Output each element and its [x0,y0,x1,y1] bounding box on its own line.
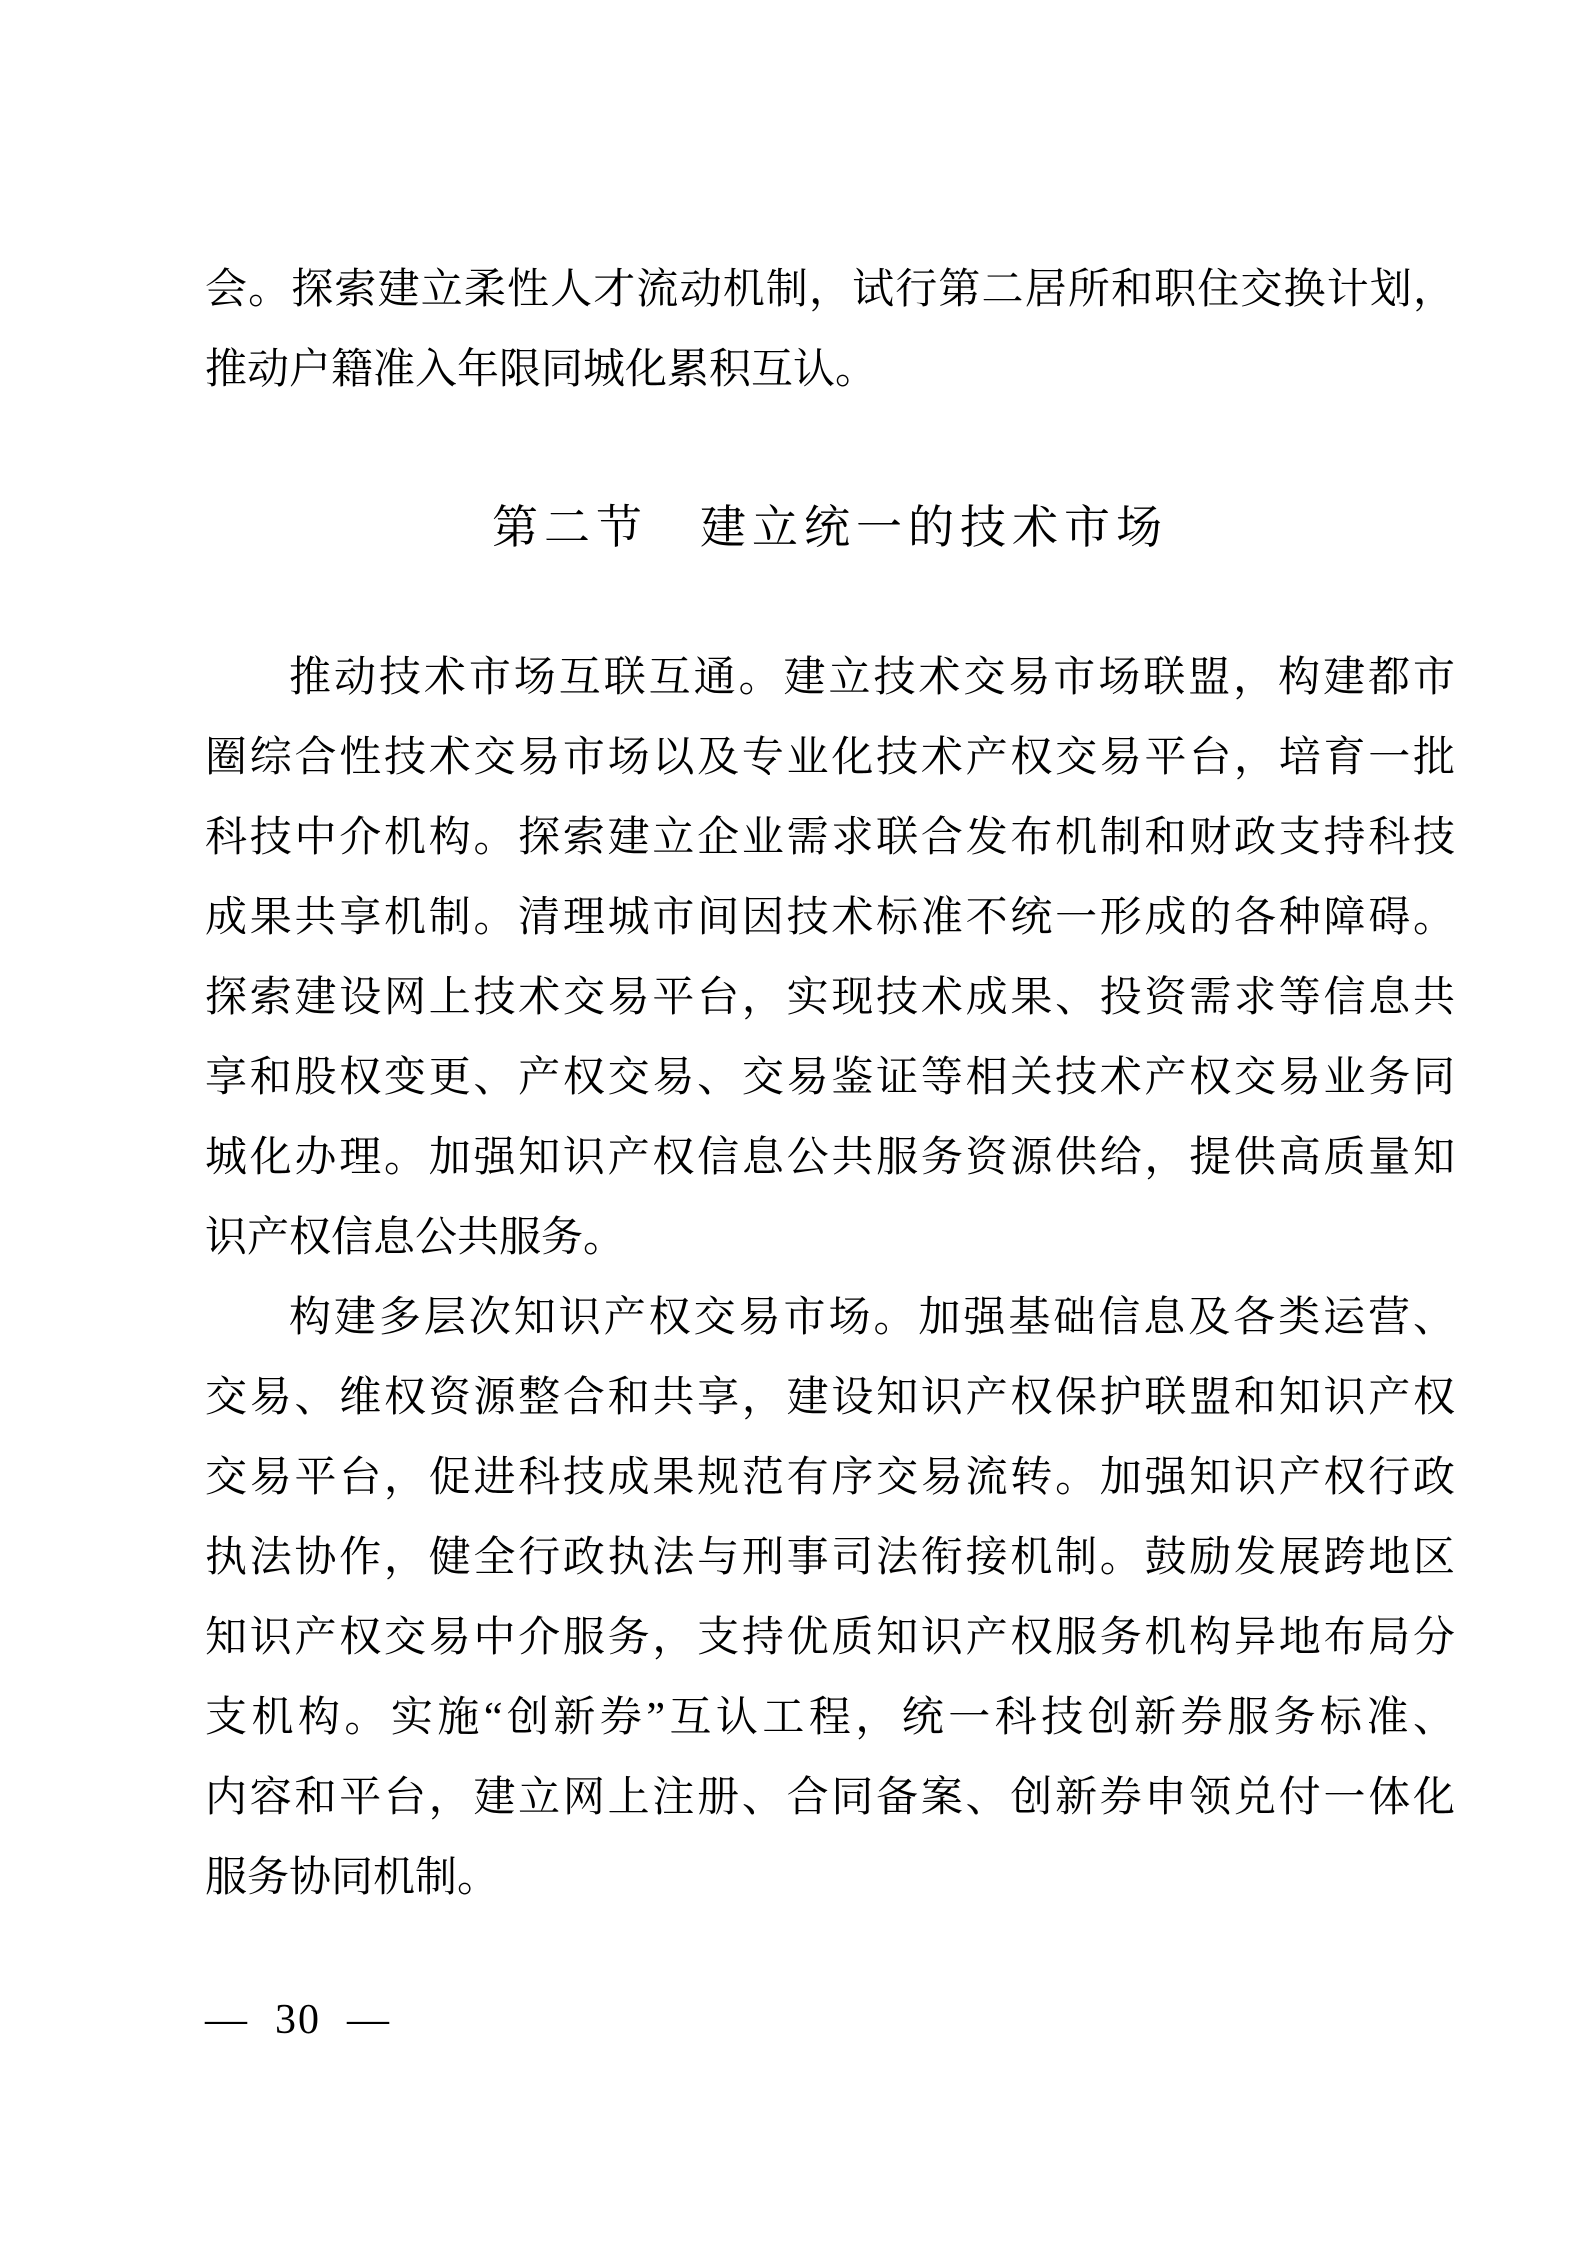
text-line: 知识产权交易中介服务，支持优质知识产权服务机构异地布局分 [205,1615,1455,1661]
text-line: 会。探索建立柔性人才流动机制，试行第二居所和职住交换计划， [205,267,1455,313]
text-line: 享和股权变更、产权交易、交易鉴证等相关技术产权交易业务同 [205,1055,1455,1101]
text-line: 构建多层次知识产权交易市场。加强基础信息及各类运营、 [289,1295,1455,1341]
page-number: 30 [275,1997,321,2043]
text-line: 推动户籍准入年限同城化累积互认。 [205,347,878,393]
text-line: 推动技术市场互联互通。建立技术交易市场联盟，构建都市 [289,655,1455,701]
text-line: 交易平台，促进科技成果规范有序交易流转。加强知识产权行政 [205,1455,1455,1501]
body-paragraph-2 [205,1278,1455,1918]
page-body [205,250,1455,1918]
text-line: 成果共享机制。清理城市间因技术标准不统一形成的各种障碍。 [205,895,1455,941]
text-line: 内容和平台，建立网上注册、合同备案、创新券申领兑付一体化 [205,1775,1455,1821]
text-line: 执法协作，健全行政执法与刑事司法衔接机制。鼓励发展跨地区 [205,1535,1455,1581]
intro-paragraph [205,250,1455,410]
body-paragraph-1 [205,638,1455,1278]
text-line: 圈综合性技术交易市场以及专业化技术产权交易平台，培育一批 [205,735,1455,781]
text-line: 交易、维权资源整合和共享，建设知识产权保护联盟和知识产权 [205,1375,1455,1421]
text-line: 支机构。实施“创新券”互认工程，统一科技创新券服务标准、 [205,1695,1455,1741]
section-heading [205,488,1455,568]
text-line: 服务协同机制。 [205,1855,500,1901]
footer-left-dash: — [205,1997,249,2043]
text-line: 科技中介机构。探索建立企业需求联合发布机制和财政支持科技 [205,815,1455,861]
footer-right-dash: — [347,1997,391,2043]
text-line: 识产权信息公共服务。 [205,1215,626,1261]
page-footer [205,1990,391,2050]
section-number: 第二节 [492,502,648,553]
section-title: 建立统一的技术市场 [700,502,1168,553]
text-line: 城化办理。加强知识产权信息公共服务资源供给，提供高质量知 [205,1135,1455,1181]
text-line: 探索建设网上技术交易平台，实现技术成果、投资需求等信息共 [205,975,1455,1021]
